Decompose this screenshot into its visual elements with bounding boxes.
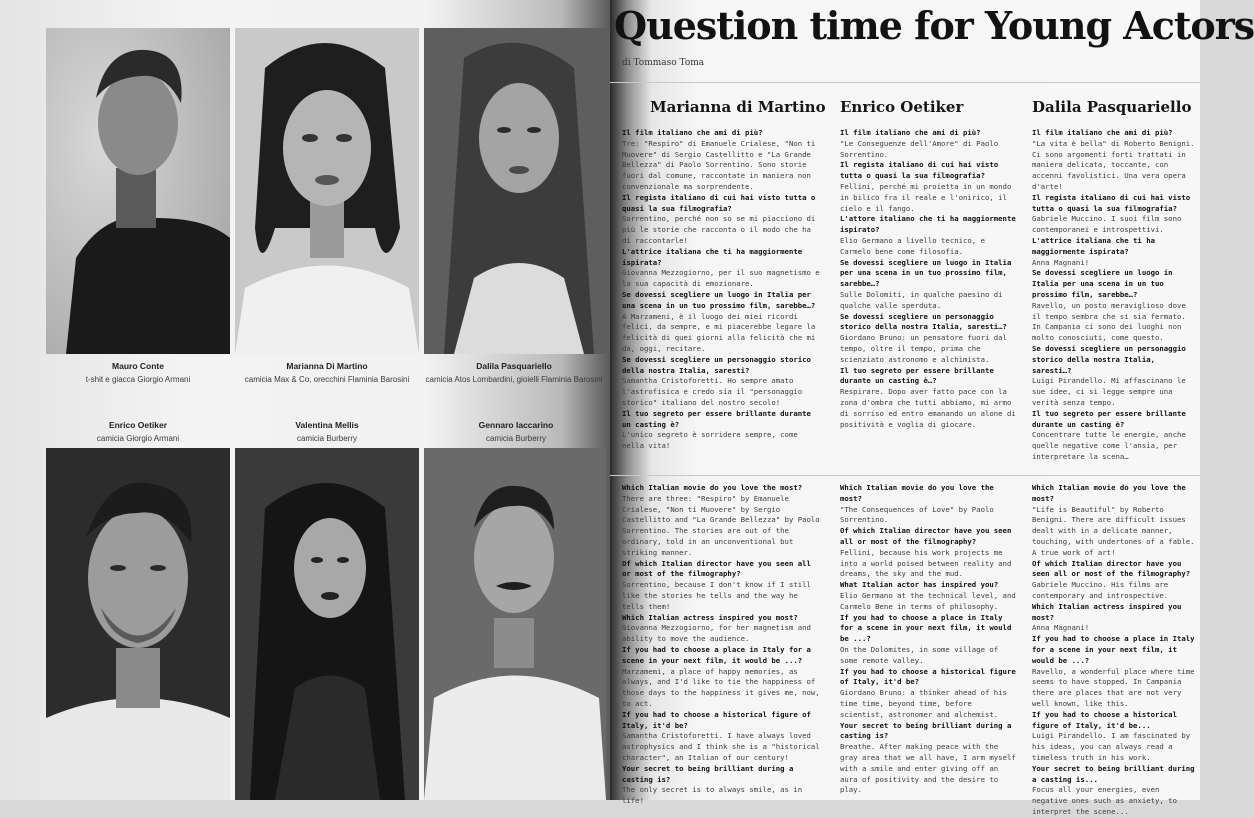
caption-mauro-conte <box>46 360 230 386</box>
answer: Respirare. Dopo aver fatto pace con la zona d'ombra che tutti abbiamo, mi armo di sorriso ed entro emanando un alone di positività e voglia di giocare. <box>840 387 1016 429</box>
answer: Giovanna Mezzogiorno, for her magnetism and ability to move the audience. <box>622 623 811 644</box>
answer: On the Dolomites, in some village of some remote valley. <box>840 644 999 665</box>
answer: "The Consequences of Love" by Paolo Sorrentino. <box>840 504 994 525</box>
caption-marianna-di-martino <box>225 360 429 386</box>
divider <box>610 82 1200 83</box>
question: Se dovessi scegliere un personaggio storico della nostra Italia, saresti? <box>622 354 811 375</box>
question: L'attore italiano che ti ha maggiormente ispirato? <box>840 214 1016 235</box>
photo-enrico-oetiker <box>46 448 230 800</box>
photo-marianna-di-martino <box>235 28 419 354</box>
answer: Ravello, un posto meraviglioso dove il tempo sembra che si sia fermato. In Campania ci sono dei luoghi non molto conosciuti, come questo. <box>1032 300 1186 343</box>
answer: "Life is Beautiful" by Roberto Benigni. There are difficult issues dealt with in a delicate manner, touching, with undertones of a fable. A true work of art! <box>1032 504 1195 557</box>
caption-credit: camicia Burberry <box>485 434 546 443</box>
answer: Samantha Cristoforetti. Ho sempre amato l'astrofisica e credo sia il "personaggio storico" italiano del nostro secolo! <box>622 376 803 407</box>
caption-name: Gennaro Iaccarino <box>478 420 554 430</box>
answer: Ravello, a wonderful place where time seems to have stopped. In Campania there are places that are not very well known, like this. <box>1032 666 1195 708</box>
question: What Italian actor has inspired you? <box>840 580 999 590</box>
answer: Elio Germano at the technical level, and Carmelo Bene in terms of philosophy. <box>840 590 1016 611</box>
answer: Giordano Bruno: a thinker ahead of his time time, beyond time, before scientist, astronomer and alchemist. <box>840 688 1007 719</box>
answer: L'unico segreto è sorridere sempre, come nella vita! <box>622 430 798 451</box>
photo-dalila-pasquariello <box>424 28 610 354</box>
caption-credit: camicia Burberry <box>296 434 357 443</box>
answer: Anna Magnani! <box>1032 257 1090 267</box>
question: Se dovessi scegliere un personaggio storico della nostra Italia, saresti…? <box>1032 343 1186 375</box>
question: If you had to choose a place in Italy for a scene in your next film, it would be ...? <box>1032 634 1195 665</box>
question: If you had to choose a historical figure of Italy, it'd be? <box>840 666 1016 687</box>
answer: Giovanna Mezzogiorno, per il suo magnetismo e la sua capacità di emozionare. <box>622 268 820 289</box>
caption-credit: t-shit e giacca Giorgio Armani <box>85 375 191 384</box>
caption-name: Dalila Pasquariello <box>476 361 552 371</box>
question: Which Italian movie do you love the most? <box>840 483 994 503</box>
answer: Breathe. After making peace with the gray area that we all have, I arm myself with a smile and enter giving off an aura of positivity and the desire to play. <box>840 742 1016 795</box>
divider <box>610 475 1200 476</box>
article-title: Question time for Young Actors <box>614 3 1254 48</box>
question: Your secret to being brilliant during a casting is? <box>840 720 1012 741</box>
answer: The only secret is to always smile, as in life! <box>622 785 803 806</box>
answer: Sorrentino, perché non so se mi piacciono di più le storie che racconta o il modo che ha di raccontarle! <box>622 214 816 245</box>
question: If you had to choose a place in Italy for a scene in your next film, it would be ...? <box>840 612 1012 644</box>
answer: Giordano Bruno: un pensatore fuori dal tempo, oltre il tempo, prima che scienziato astronomo e alchimista. <box>840 333 1007 364</box>
question: Your secret to being brilliant during a casting is? <box>622 763 794 784</box>
answer: There are three: "Respiro" by Emanuele Crialese, "Non ti Muovere" by Sergio Castellitto and "La Grande Bellezza" by Paolo Sorrentino. The stories are out of the ordinary, told in an unconventional but striking manner. <box>622 493 820 557</box>
answer: Marzamemi, a place of happy memories, as always, and I'd like to tie the happiness of those days to the happiness it gives me, now, to act. <box>622 666 820 708</box>
caption-credit: camicia Giorgio Armani <box>96 434 180 443</box>
question: Se dovessi scegliere un luogo in Italia per una scena in un tuo prossimo film, sarebbe…? <box>622 289 816 310</box>
question: Se dovessi scegliere un personaggio storico della nostra Italia, saresti…? <box>840 311 1007 332</box>
caption-name: Valentina Mellis <box>295 420 359 430</box>
question: Se dovessi scegliere un luogo in Italia per una scena in un tuo prossimo film, sarebbe…? <box>840 257 1012 289</box>
question: Il regista italiano di cui hai visto tutta o quasi la sua filmografia? <box>1032 192 1191 213</box>
caption-dalila-pasquariello <box>418 360 610 386</box>
question: Which Italian movie do you love the most? <box>622 483 803 492</box>
question: Your secret to being brilliant during a casting is... <box>1032 763 1195 784</box>
answer: Anna Magnani! <box>1032 623 1090 633</box>
question: Which Italian actress inspired you most? <box>622 612 798 622</box>
answer: "Le Conseguenze dell'Amore" di Paolo Sorrentino. <box>840 138 999 159</box>
answer: Samantha Cristoforetti. I have always loved astrophysics and I think she is a "historical character", an Italian of our century! <box>622 731 820 762</box>
caption-credit: camicia Atos Lombardini, gioielli Flaminia Barosini <box>425 375 603 384</box>
question: Il film italiano che ami di più? <box>622 128 763 137</box>
question: Of which Italian director have you seen all or most of the filmography? <box>622 558 811 579</box>
caption-name: Marianna Di Martino <box>286 361 368 371</box>
question: Il tuo segreto per essere brillante durante un casting è? <box>1032 408 1186 429</box>
question: Of which Italian director have you seen all or most of the filmography? <box>840 526 1012 546</box>
question: L'attrice italiana che ti ha maggiormente ispirata? <box>622 246 803 267</box>
caption-gennaro-iaccarino <box>424 419 608 445</box>
column-dalila-english <box>1032 483 1198 816</box>
column-name-marianna: Marianna di Martino <box>650 98 826 116</box>
answer: Fellini, perché mi proietta in un mondo in bilico fra il reale e l'onirico, il cielo e il fango. <box>840 181 1012 213</box>
caption-valentina-mellis <box>235 419 419 445</box>
question: Il film italiano che ami di più? <box>1032 128 1173 137</box>
answer: A Marzameni, è il luogo dei miei ricordi felici, da sempre, e mi piacerebbe legare la felicità di quei giorni alla felicità che mi dà, oggi, recitare. <box>622 311 816 353</box>
photo-gennaro-iaccarino <box>424 448 606 800</box>
question: Il film italiano che ami di più? <box>840 128 981 137</box>
column-marianna-italian <box>622 128 820 468</box>
question: If you had to choose a place in Italy for a scene in your next film, it would be ...? <box>622 644 811 665</box>
caption-name: Mauro Conte <box>112 361 164 371</box>
answer: Focus all your energies, even negative ones such as anxiety, to interpret the scene... <box>1032 785 1177 816</box>
question: Which Italian actress inspired you most? <box>1032 601 1182 622</box>
answer: Tre: "Respiro" di Emanuele Crialese, "Non ti Muovere" di Sergio Castellitto e "La Grande Bellezza" di Paolo Sorrentino. Sono storie fuori dal comune, raccontate in maniera non convenzionale ma sorprendente. <box>622 138 816 191</box>
answer: Elio Germano a livello tecnico, e Carmelo bene come filosofia. <box>840 235 985 256</box>
column-marianna-english <box>622 483 820 806</box>
left-page <box>0 0 610 800</box>
answer: Luigi Pirandello. Mi affascinano le sue idee, ci si legge sempre una verità senza tempo. <box>1032 376 1186 407</box>
right-page <box>610 0 1254 816</box>
byline: di Tommaso Toma <box>622 58 705 68</box>
column-enrico-english <box>840 483 1020 800</box>
answer: Gabriele Muccino. I suoi film sono contemporanei e introspettivi. <box>1032 214 1182 235</box>
caption-name: Enrico Oetiker <box>108 420 168 430</box>
column-name-dalila: Dalila Pasquariello <box>1032 98 1192 116</box>
question: Il regista italiano di cui hai visto tutta o quasi la sua filmografia? <box>840 160 999 181</box>
question: Il tuo segreto per essere brillante durante un casting è? <box>622 408 811 429</box>
caption-credit: camicia Max & Co, orecchini Flaminia Barosini <box>244 375 410 384</box>
answer: Fellini, because his work projects me into a world poised between reality and dreams, the sky and the mud. <box>840 547 1012 579</box>
caption-enrico-oetiker <box>46 419 230 445</box>
answer: Gabriele Muccino. His films are contemporary and introspective. <box>1032 580 1169 600</box>
question: Which Italian movie do you love the most? <box>1032 483 1186 503</box>
question: Of which Italian director have you seen all or most of the filmography? <box>1032 558 1191 579</box>
photo-mauro-conte <box>46 28 230 354</box>
photo-valentina-mellis <box>235 448 419 800</box>
question: Se dovessi scegliere un luogo in Italia per una scena in un tuo prossimo film, sarebbe…? <box>1032 268 1173 299</box>
column-name-enrico: Enrico Oetiker <box>840 98 964 116</box>
answer: Sorrentino, because I don't know if I still like the stories he tells and the way he tells them! <box>622 580 811 611</box>
answer: "La vita è bella" di Roberto Benigni. Ci sono argomenti forti trattati in maniera delicata, toccante, con accenni favolistici. Una vera opera d'arte! <box>1032 138 1195 191</box>
answer: Sulle Dolomiti, in qualche paesino di qualche valle sperduta. <box>840 289 1003 310</box>
column-enrico-italian <box>840 128 1020 468</box>
question: L'attrice italiana che ti ha maggiormente ispirata? <box>1032 235 1156 256</box>
question: Il tuo segreto per essere brillante durante un casting è…? <box>840 365 994 386</box>
question: Il regista italiano di cui hai visto tutta o quasi la sua filmografia? <box>622 192 816 213</box>
column-dalila-italian <box>1032 128 1198 468</box>
question: If you had to choose a historical figure of Italy, it'd be... <box>1032 709 1177 730</box>
answer: Concentrare tutte le energie, anche quelle negative come l'ansia, per interpretare la scena… <box>1032 430 1186 461</box>
question: If you had to choose a historical figure of Italy, it'd be? <box>622 709 811 730</box>
answer: Luigi Pirandello. I am fascinated by his ideas, you can always read a timeless truth in his work. <box>1032 731 1191 762</box>
